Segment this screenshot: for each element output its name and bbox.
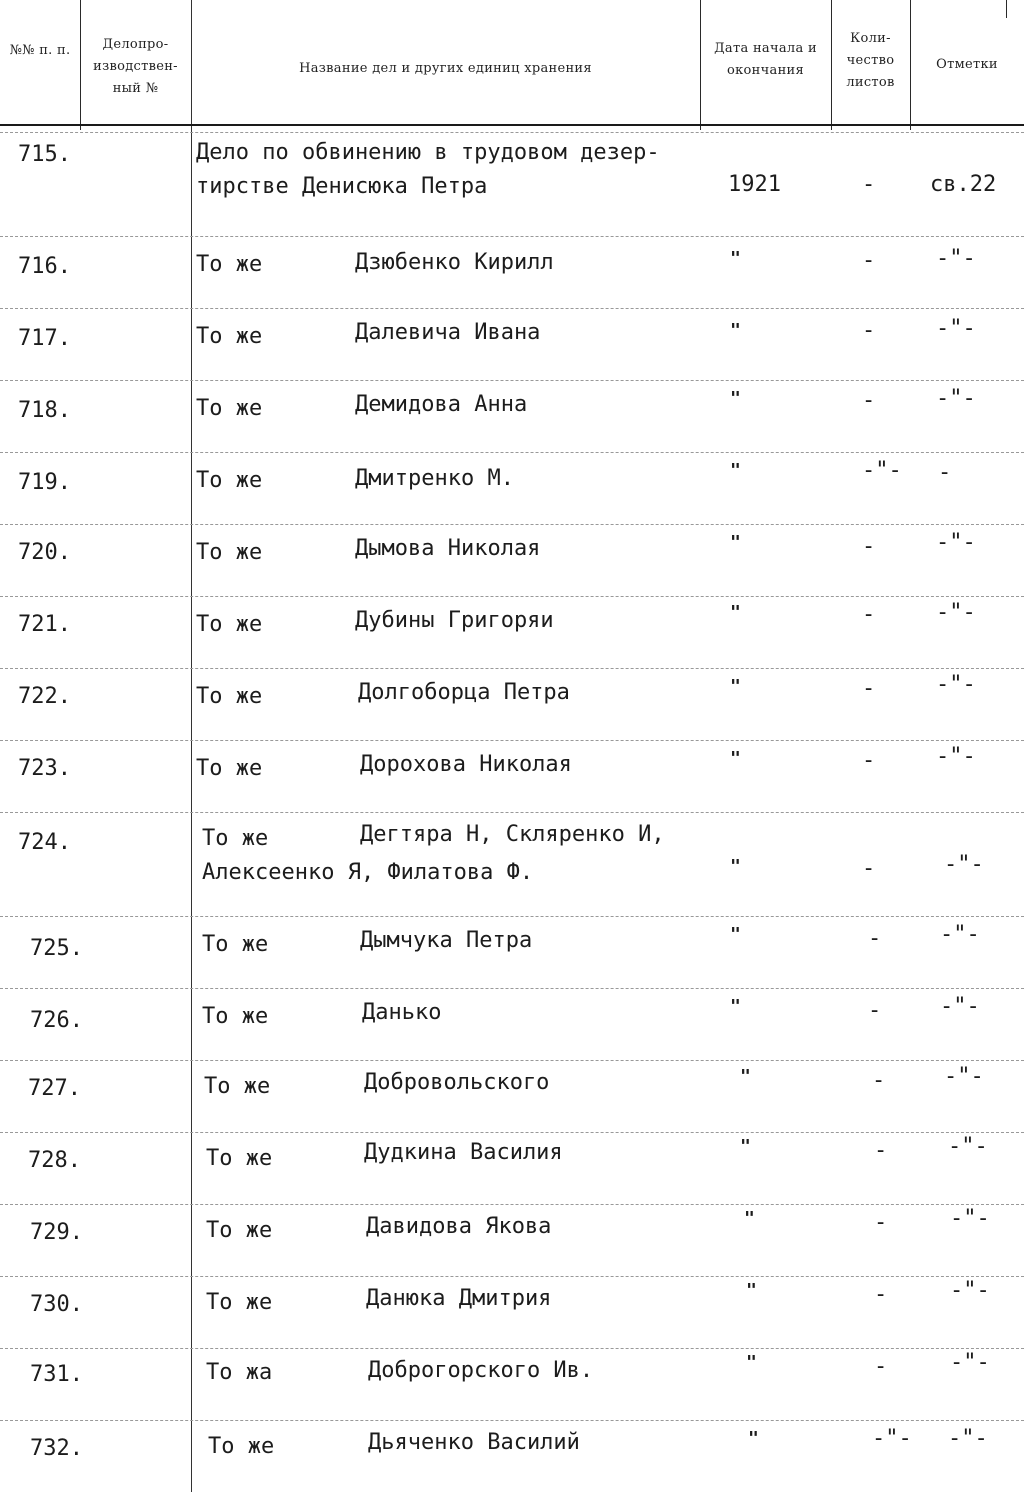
row-sheets: - <box>868 998 882 1023</box>
row-prefix: То же <box>196 252 263 277</box>
row-number: 719. <box>18 470 71 495</box>
row-number: 725. <box>30 936 83 961</box>
row-sheets: - <box>874 1210 888 1235</box>
table-row <box>0 1420 1024 1492</box>
row-date: " <box>746 1280 757 1301</box>
row-name: Добровольского <box>364 1070 550 1095</box>
row-notes: -"- <box>936 386 976 411</box>
row-number: 716. <box>18 254 71 279</box>
row-name: Дегтяра Н, Скляренко И, <box>360 822 665 847</box>
table-row <box>0 452 1024 524</box>
table-row <box>0 236 1024 308</box>
row-sheets: -"- <box>872 1426 912 1451</box>
header-sheets: Коли- чество листов <box>846 31 895 90</box>
row-notes: -"- <box>936 600 976 625</box>
row-sheets: - <box>862 172 876 197</box>
row-prefix: То жа <box>206 1360 273 1385</box>
row-number: 731. <box>30 1362 83 1387</box>
row-date: " <box>748 1428 759 1449</box>
row-date: " <box>730 676 741 697</box>
row-prefix: То же <box>202 1004 269 1029</box>
row-number: 729. <box>30 1220 83 1245</box>
table-row <box>0 132 1024 202</box>
row-prefix: То же <box>202 826 269 851</box>
row-sheets: - <box>874 1282 888 1307</box>
row-name: Долгоборца Петра <box>358 680 570 705</box>
row-number: 718. <box>18 398 71 423</box>
row-prefix: То же <box>196 540 263 565</box>
row-sheets: - <box>862 534 876 559</box>
row-date: " <box>730 320 741 341</box>
row-notes: св.22 <box>930 172 997 197</box>
row-date: " <box>730 388 741 409</box>
row-number: 720. <box>18 540 71 565</box>
row-prefix: То же <box>204 1074 271 1099</box>
row-name: Далевича Ивана <box>355 320 541 345</box>
row-name: Дьяченко Василий <box>368 1430 580 1455</box>
row-number: 727. <box>28 1076 81 1101</box>
row-notes: -"- <box>950 1350 990 1375</box>
row-name: Дымова Николая <box>355 536 541 561</box>
table-row <box>0 988 1024 1060</box>
row-name: Дмитренко М. <box>355 466 514 491</box>
row-notes: -"- <box>950 1206 990 1231</box>
table-row <box>0 308 1024 380</box>
table-row <box>0 812 1024 908</box>
row-prefix: То же <box>206 1218 273 1243</box>
row-number: 728. <box>28 1148 81 1173</box>
row-notes: -"- <box>948 1426 988 1451</box>
row-sheets: - <box>862 602 876 627</box>
row-date: " <box>730 532 741 553</box>
row-prefix: То же <box>202 932 269 957</box>
row-number: 726. <box>30 1008 83 1033</box>
row-sheets: - <box>872 1068 886 1093</box>
row-date: " <box>744 1208 755 1229</box>
row-sheets: - <box>868 926 882 951</box>
row-number: 732. <box>30 1436 83 1461</box>
row-sheets: - <box>862 856 876 881</box>
row-notes: -"- <box>950 1278 990 1303</box>
top-rule <box>1006 0 1007 18</box>
table-row <box>0 380 1024 452</box>
row-number: 730. <box>30 1292 83 1317</box>
table-row <box>0 668 1024 740</box>
row-date: " <box>730 248 741 269</box>
row-date: " <box>730 460 741 481</box>
row-date: " <box>730 856 741 877</box>
header-title: Название дел и других единиц хранения <box>299 61 592 76</box>
row-name: Доброгорского Ив. <box>368 1358 594 1383</box>
row-date: " <box>730 996 741 1017</box>
row-notes: -"- <box>948 1134 988 1159</box>
row-sheets: - <box>862 748 876 773</box>
row-notes: -"- <box>936 672 976 697</box>
row-prefix: То же <box>206 1146 273 1171</box>
header-divider <box>0 124 1024 126</box>
row-number: 717. <box>18 326 71 351</box>
row-notes: -"- <box>936 530 976 555</box>
row-sheets: - <box>862 248 876 273</box>
row-notes: -"- <box>944 852 984 877</box>
row-name: Демидова Анна <box>355 392 528 417</box>
header-notes: Отметки <box>936 57 998 72</box>
row-name: Данюка Дмитрия <box>366 1286 552 1311</box>
table-row <box>0 740 1024 812</box>
row-date: " <box>740 1066 751 1087</box>
row-prefix: То же <box>196 756 263 781</box>
row-sheets: - <box>862 676 876 701</box>
row-date: " <box>730 748 741 769</box>
row-notes: -"- <box>944 1064 984 1089</box>
table-row <box>0 1348 1024 1420</box>
table-row <box>0 524 1024 596</box>
row-notes: -"- <box>936 246 976 271</box>
row-title-line2: тирстве Денисюка Петра <box>196 174 488 199</box>
row-prefix: То же <box>196 612 263 637</box>
row-notes: -"- <box>940 994 980 1019</box>
row-number: 721. <box>18 612 71 637</box>
row-sheets: -"- <box>862 458 902 483</box>
row-prefix: То же <box>196 468 263 493</box>
row-notes: -"- <box>936 744 976 769</box>
row-date: " <box>730 924 741 945</box>
table-row <box>0 596 1024 668</box>
row-sheets: - <box>862 388 876 413</box>
table-row <box>0 1132 1024 1204</box>
row-sheets: - <box>862 318 876 343</box>
row-prefix: То же <box>196 396 263 421</box>
row-number: 723. <box>18 756 71 781</box>
row-name-line2: Алексеенко Я, Филатова Ф. <box>202 860 534 885</box>
row-title-line1: Дело по обвинению в трудовом дезер- <box>196 140 660 165</box>
header-dates: Дата начала и окончания <box>714 41 817 78</box>
row-name: Дымчука Петра <box>360 928 533 953</box>
row-name: Дзюбенко Кирилл <box>355 250 554 275</box>
row-prefix: То же <box>206 1290 273 1315</box>
row-name: Данько <box>362 1000 442 1025</box>
table-row <box>0 1276 1024 1348</box>
row-name: Дубины Григоряи <box>355 608 554 633</box>
row-prefix: То же <box>208 1434 275 1459</box>
header-number: №№ п. п. <box>9 43 71 58</box>
row-notes: -"- <box>940 922 980 947</box>
row-number: 724. <box>18 830 71 855</box>
table-row <box>0 1204 1024 1276</box>
row-notes: -"- <box>936 316 976 341</box>
table-row <box>0 1060 1024 1132</box>
header-office-number: Делопро- изводствен- ный № <box>93 37 178 96</box>
row-number: 722. <box>18 684 71 709</box>
row-notes: - <box>938 460 952 485</box>
row-date: " <box>730 602 741 623</box>
row-name: Дудкина Василия <box>364 1140 563 1165</box>
row-prefix: То же <box>196 324 263 349</box>
row-name: Давидова Якова <box>366 1214 552 1239</box>
row-name: Дорохова Николая <box>360 752 572 777</box>
table-row <box>0 916 1024 988</box>
row-date: " <box>740 1136 751 1157</box>
row-number: 715. <box>18 142 71 167</box>
row-sheets: - <box>874 1138 888 1163</box>
row-date: 1921 <box>728 172 781 197</box>
row-prefix: То же <box>196 684 263 709</box>
row-sheets: - <box>874 1354 888 1379</box>
row-date: " <box>746 1352 757 1373</box>
